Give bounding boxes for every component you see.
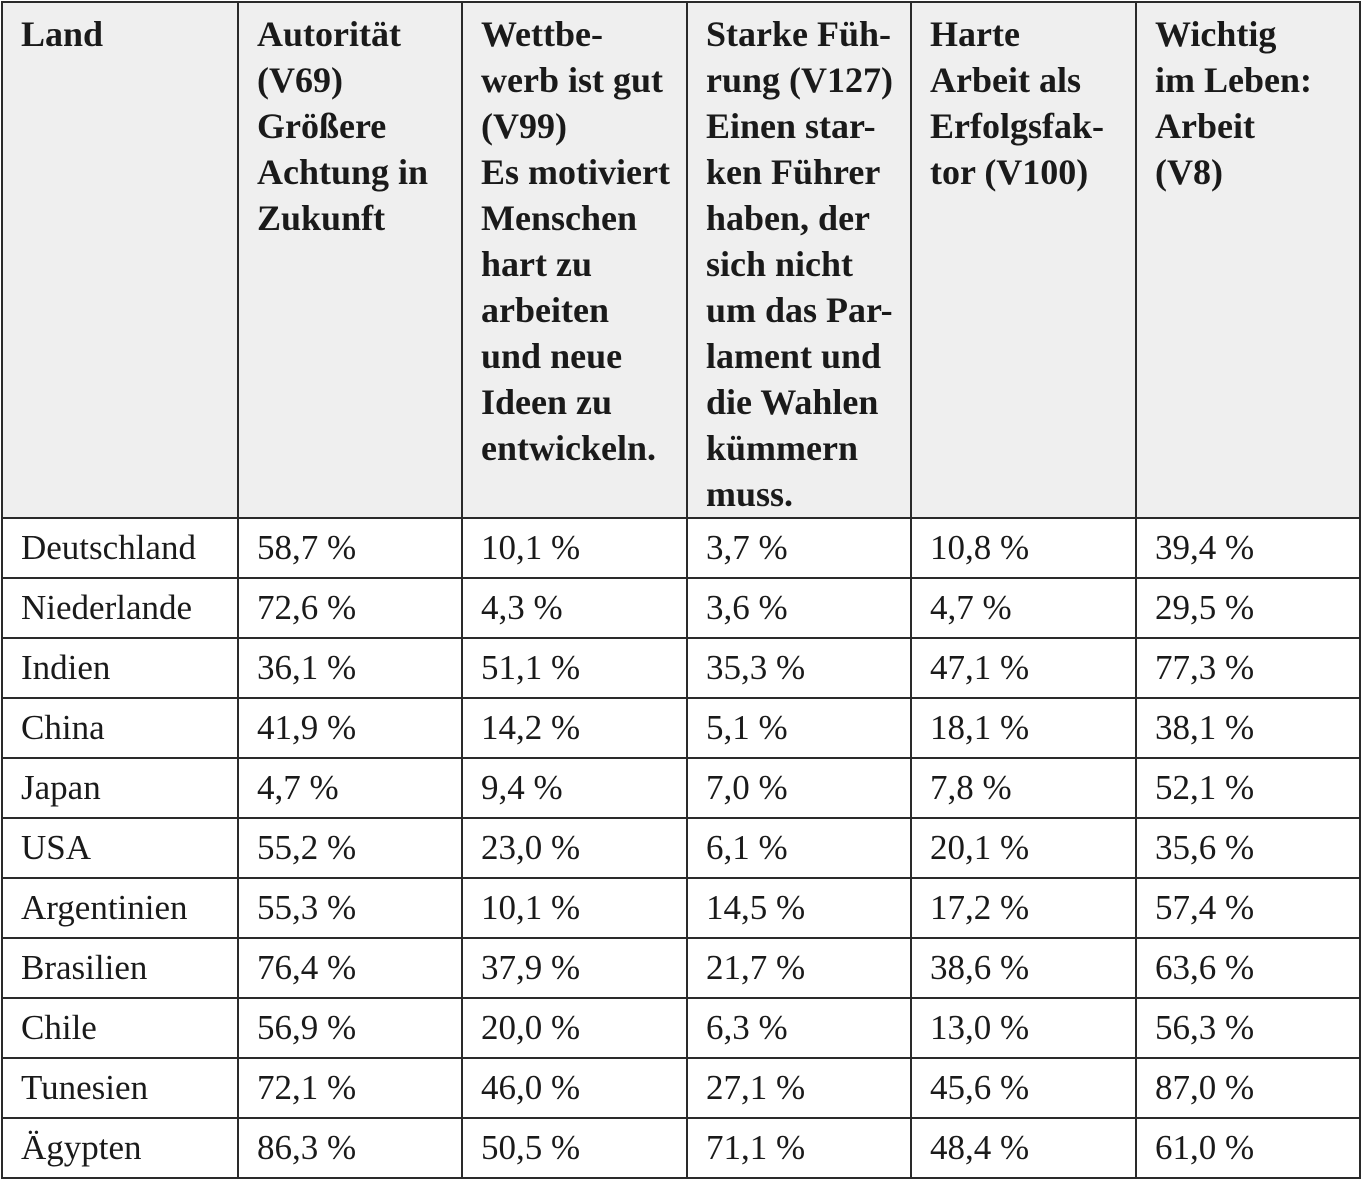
value-cell-harte-arbeit: 45,6 % — [911, 1058, 1136, 1118]
column-header-line: ken Führer — [706, 152, 881, 192]
value-cell-harte-arbeit: 4,7 % — [911, 578, 1136, 638]
value-cell-autoritaet: 76,4 % — [238, 938, 462, 998]
column-header-line: muss. — [706, 474, 794, 514]
country-cell: Niederlande — [2, 578, 238, 638]
column-header-line: im Leben: — [1155, 60, 1312, 100]
value-cell-starke-fuehrung: 7,0 % — [687, 758, 911, 818]
country-cell: Argentinien — [2, 878, 238, 938]
value-cell-wichtig-arbeit: 52,1 % — [1136, 758, 1360, 818]
country-cell: Japan — [2, 758, 238, 818]
value-cell-harte-arbeit: 47,1 % — [911, 638, 1136, 698]
table-row — [2, 758, 1360, 818]
value-cell-autoritaet: 72,1 % — [238, 1058, 462, 1118]
column-header-line: arbeiten — [481, 290, 609, 330]
value-cell-wettbewerb: 50,5 % — [462, 1118, 687, 1178]
table-row — [2, 578, 1360, 638]
value-cell-autoritaet: 36,1 % — [238, 638, 462, 698]
country-cell: Chile — [2, 998, 238, 1058]
value-cell-harte-arbeit: 38,6 % — [911, 938, 1136, 998]
value-cell-harte-arbeit: 18,1 % — [911, 698, 1136, 758]
value-cell-starke-fuehrung: 6,1 % — [687, 818, 911, 878]
column-header-harte-arbeit — [911, 2, 1136, 518]
column-header-line: Starke Füh- — [706, 14, 892, 54]
value-cell-starke-fuehrung: 27,1 % — [687, 1058, 911, 1118]
value-cell-wettbewerb: 37,9 % — [462, 938, 687, 998]
value-cell-wichtig-arbeit: 29,5 % — [1136, 578, 1360, 638]
value-cell-wettbewerb: 9,4 % — [462, 758, 687, 818]
value-cell-wichtig-arbeit: 61,0 % — [1136, 1118, 1360, 1178]
column-header-line: Wettbe- — [481, 14, 603, 54]
table-row — [2, 1118, 1360, 1178]
value-cell-wettbewerb: 10,1 % — [462, 518, 687, 578]
column-header-line: Zukunft — [257, 198, 386, 238]
table-row — [2, 998, 1360, 1058]
value-cell-autoritaet: 58,7 % — [238, 518, 462, 578]
column-header-starke-fuehrung — [687, 2, 911, 518]
value-cell-starke-fuehrung: 21,7 % — [687, 938, 911, 998]
value-cell-harte-arbeit: 20,1 % — [911, 818, 1136, 878]
column-header-wettbewerb — [462, 2, 687, 518]
value-cell-wichtig-arbeit: 56,3 % — [1136, 998, 1360, 1058]
value-cell-harte-arbeit: 10,8 % — [911, 518, 1136, 578]
value-cell-starke-fuehrung: 5,1 % — [687, 698, 911, 758]
value-cell-wichtig-arbeit: 38,1 % — [1136, 698, 1360, 758]
column-header-line: Arbeit — [1155, 106, 1255, 146]
data-table — [1, 1, 1361, 1179]
value-cell-autoritaet: 56,9 % — [238, 998, 462, 1058]
country-cell: Brasilien — [2, 938, 238, 998]
column-header-line: Land — [21, 14, 104, 54]
value-cell-wettbewerb: 20,0 % — [462, 998, 687, 1058]
table-row — [2, 518, 1360, 578]
value-cell-starke-fuehrung: 71,1 % — [687, 1118, 911, 1178]
column-header-line: Einen star- — [706, 106, 876, 146]
value-cell-autoritaet: 41,9 % — [238, 698, 462, 758]
table-row — [2, 698, 1360, 758]
column-header-line: Größere — [257, 106, 387, 146]
country-cell: Indien — [2, 638, 238, 698]
country-cell: China — [2, 698, 238, 758]
value-cell-wichtig-arbeit: 63,6 % — [1136, 938, 1360, 998]
value-cell-starke-fuehrung: 3,7 % — [687, 518, 911, 578]
column-header-line: (V8) — [1155, 152, 1223, 192]
country-cell: USA — [2, 818, 238, 878]
value-cell-autoritaet: 55,2 % — [238, 818, 462, 878]
column-header-line: werb ist gut — [481, 60, 663, 100]
value-cell-autoritaet: 86,3 % — [238, 1118, 462, 1178]
table-body — [2, 518, 1360, 1178]
table-row — [2, 638, 1360, 698]
table-row — [2, 1058, 1360, 1118]
column-header-line: (V69) — [257, 60, 343, 100]
value-cell-harte-arbeit: 7,8 % — [911, 758, 1136, 818]
table-row — [2, 878, 1360, 938]
column-header-line: (V99) — [481, 106, 567, 146]
header-row — [2, 2, 1360, 518]
country-cell: Ägypten — [2, 1118, 238, 1178]
value-cell-wichtig-arbeit: 77,3 % — [1136, 638, 1360, 698]
column-header-line: tor (V100) — [930, 152, 1089, 192]
column-header-line: haben, der — [706, 198, 871, 238]
column-header-line: entwickeln. — [481, 428, 656, 468]
value-cell-autoritaet: 72,6 % — [238, 578, 462, 638]
column-header-line: Es motiviert — [481, 152, 670, 192]
value-cell-starke-fuehrung: 3,6 % — [687, 578, 911, 638]
column-header-line: Wichtig — [1155, 14, 1277, 54]
value-cell-wichtig-arbeit: 39,4 % — [1136, 518, 1360, 578]
column-header-line: Erfolgsfak- — [930, 106, 1104, 146]
table-row — [2, 818, 1360, 878]
value-cell-wettbewerb: 10,1 % — [462, 878, 687, 938]
column-header-line: Harte — [930, 14, 1020, 54]
column-header-wichtig-arbeit — [1136, 2, 1360, 518]
value-cell-starke-fuehrung: 6,3 % — [687, 998, 911, 1058]
column-header-line: sich nicht — [706, 244, 854, 284]
table-row — [2, 938, 1360, 998]
column-header-autoritaet — [238, 2, 462, 518]
column-header-land — [2, 2, 238, 518]
column-header-line: hart zu — [481, 244, 592, 284]
table-header — [2, 2, 1360, 518]
column-header-line: und neue — [481, 336, 623, 376]
value-cell-wichtig-arbeit: 57,4 % — [1136, 878, 1360, 938]
column-header-line: Arbeit als — [930, 60, 1081, 100]
country-cell: Deutschland — [2, 518, 238, 578]
value-cell-harte-arbeit: 17,2 % — [911, 878, 1136, 938]
column-header-line: Autorität — [257, 14, 401, 54]
value-cell-wettbewerb: 46,0 % — [462, 1058, 687, 1118]
value-cell-harte-arbeit: 13,0 % — [911, 998, 1136, 1058]
column-header-line: um das Par- — [706, 290, 893, 330]
value-cell-starke-fuehrung: 14,5 % — [687, 878, 911, 938]
column-header-line: die Wahlen — [706, 382, 879, 422]
column-header-line: Achtung in — [257, 152, 429, 192]
value-cell-wettbewerb: 4,3 % — [462, 578, 687, 638]
value-cell-autoritaet: 4,7 % — [238, 758, 462, 818]
value-cell-wichtig-arbeit: 35,6 % — [1136, 818, 1360, 878]
value-cell-wichtig-arbeit: 87,0 % — [1136, 1058, 1360, 1118]
column-header-line: Menschen — [481, 198, 637, 238]
country-cell: Tunesien — [2, 1058, 238, 1118]
column-header-line: lament und — [706, 336, 882, 376]
value-cell-wettbewerb: 51,1 % — [462, 638, 687, 698]
value-cell-starke-fuehrung: 35,3 % — [687, 638, 911, 698]
value-cell-autoritaet: 55,3 % — [238, 878, 462, 938]
column-header-line: rung (V127) — [706, 60, 893, 100]
column-header-line: kümmern — [706, 428, 858, 468]
value-cell-wettbewerb: 23,0 % — [462, 818, 687, 878]
column-header-line: Ideen zu — [481, 382, 613, 422]
value-cell-harte-arbeit: 48,4 % — [911, 1118, 1136, 1178]
value-cell-wettbewerb: 14,2 % — [462, 698, 687, 758]
